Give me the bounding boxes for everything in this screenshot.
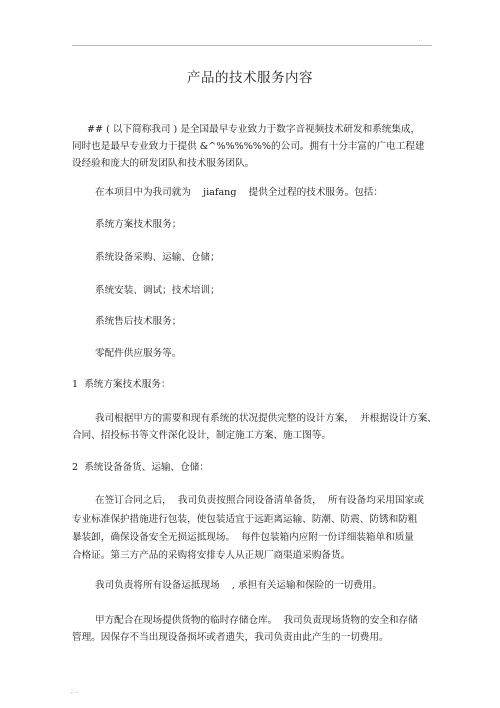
header-rule <box>72 45 432 46</box>
footer-mark: ; .. <box>71 688 79 695</box>
section-2-p1-line-1: 在签订合同之后， 我司负责按照合同设备清单备货， 所有设备均采用国家或 <box>95 495 424 506</box>
service-item: 系统安装、调试；技术培训； <box>95 285 220 296</box>
service-item: 系统设备采购、运输、仓储； <box>95 252 220 263</box>
scope-line: 在本项目中为我司就为 jiafang 提供全过程的技术服务。包括： <box>95 187 383 198</box>
service-item: 系统售后技术服务； <box>95 316 182 327</box>
section-2-p2-line-1: 我司负责将所有设备运抵现场 , 承担有关运输和保险的一切费用。 <box>95 580 382 591</box>
section-2-p3-line-2: 管理。因保存不当出现设备损坏或者遗失，我司负责由此产生的一切费用。 <box>72 632 389 643</box>
header-mark: ·· <box>419 38 423 44</box>
service-item: 零配件供应服务等。 <box>95 348 182 359</box>
section-1-line-1: 我司根据甲方的需要和现有系统的状况提供完整的设计方案， 并根据设计方案、 <box>95 413 437 424</box>
intro-line-1: ## ( 以下简称我司 ) 是全国最早专业致力于数字音视频技术研发和系统集成， <box>87 124 421 135</box>
intro-line-2: 同时也是最早专业致力于提供 &^%%%%%%的公司。拥有十分丰富的广电工程建 <box>72 141 425 152</box>
section-2-heading: 2 系统设备备货、运输、仓储： <box>72 462 209 473</box>
section-1-line-2: 合同、招投标书等文件深化设计，制定施工方案、施工图等。 <box>72 430 332 441</box>
section-2-p1-line-4: 合格证。第三方产品的采购将安排专人从正规厂商渠道采购备货。 <box>72 550 351 561</box>
section-2-p1-line-2: 专业标准保护措施进行包装，使包装适宜于远距离运输、防潮、防震、防锈和防粗 <box>72 514 418 525</box>
section-2-p1-line-3: 暴装卸，确保设备安全无损运抵现场。 每件包装箱内应附一份详细装箱单和质量 <box>72 532 414 543</box>
section-2-p3-line-1: 甲方配合在现场提供货物的临时存储仓库。 我司负责现场货物的安全和存储 <box>95 615 418 626</box>
document-title: 产品的技术服务内容 <box>187 70 313 86</box>
service-item: 系统方案技术服务； <box>95 219 182 230</box>
intro-line-3: 设经验和庞大的研发团队和技术服务团队。 <box>72 158 255 169</box>
section-1-heading: 1 系统方案技术服务： <box>72 379 171 390</box>
